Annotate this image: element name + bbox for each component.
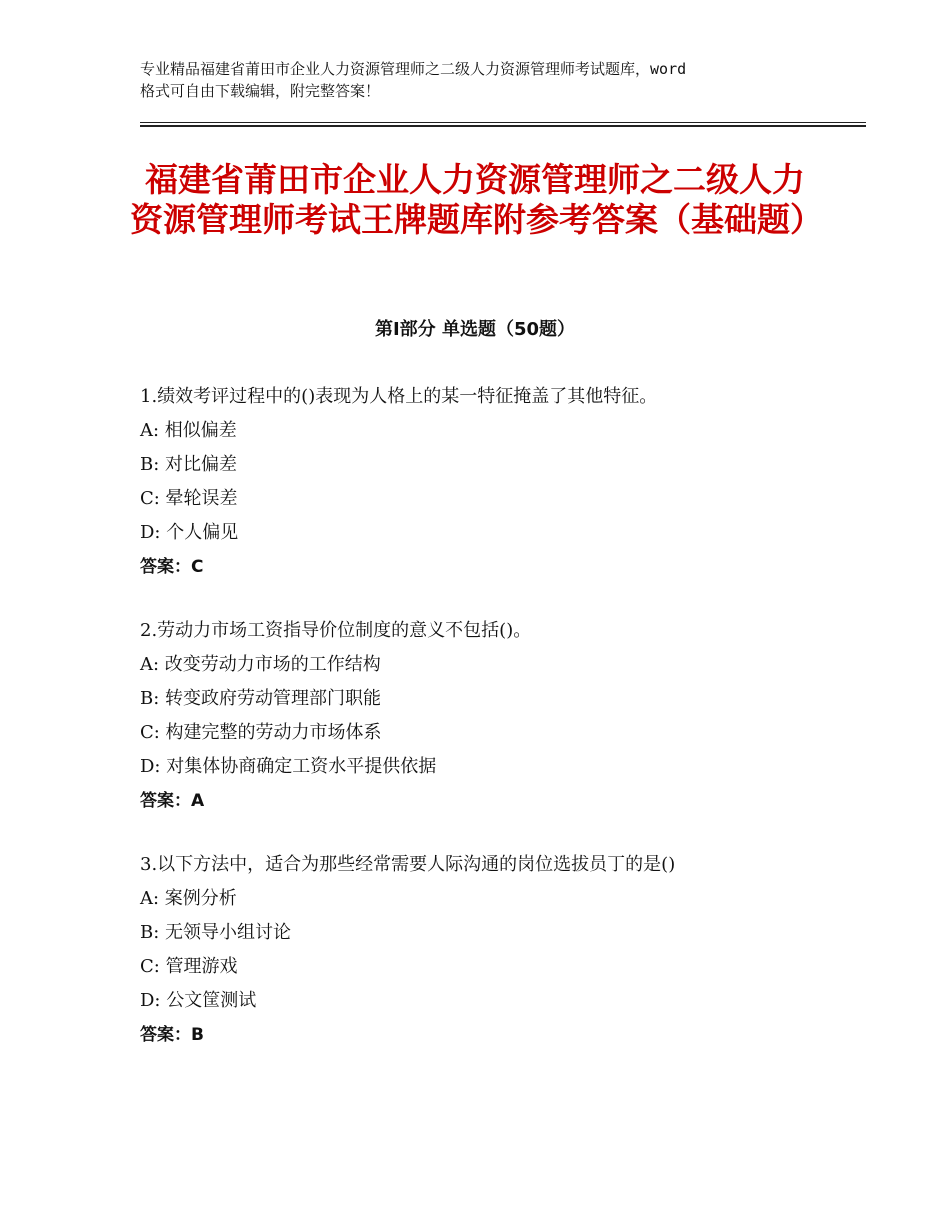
document-title: 福建省莆田市企业人力资源管理师之二级人力资源管理师考试王牌题库附参考答案（基础题） (130, 160, 823, 239)
question-stem: 3.以下方法中，适合为那些经常需要人际沟通的岗位选拔员丁的是() (140, 854, 676, 875)
question-3 (140, 848, 840, 1052)
header-line-2: 格式可自由下载编辑，附完整答案！ (140, 82, 381, 100)
option-b: B: 无领导小组讨论 (140, 922, 292, 943)
question-1 (140, 380, 840, 584)
question-stem: 1.绩效考评过程中的()表现为人格上的某一特征掩盖了其他特征。 (140, 386, 658, 407)
option-d: D: 对集体协商确定工资水平提供依据 (140, 756, 437, 777)
answer: 答案：C (140, 557, 204, 577)
answer: 答案：B (140, 1025, 204, 1045)
header-line-1: 专业精品福建省莆田市企业人力资源管理师之二级人力资源管理师考试题库，word (140, 60, 687, 78)
question-stem: 2.劳动力市场工资指导价位制度的意义不包括()。 (140, 620, 532, 641)
option-c: C: 晕轮误差 (140, 488, 238, 509)
section-title: 第Ⅰ部分 单选题（50题） (374, 319, 575, 340)
option-c: C: 管理游戏 (140, 956, 238, 977)
header-rule-thick (140, 125, 866, 127)
answer: 答案：A (140, 791, 205, 811)
option-a: A: 相似偏差 (140, 420, 237, 441)
question-2 (140, 614, 840, 818)
option-d: D: 公文筐测试 (140, 990, 257, 1011)
question-list (140, 380, 840, 1082)
option-a: A: 改变劳动力市场的工作结构 (140, 654, 381, 675)
header-rule-thin (140, 122, 866, 123)
option-c: C: 构建完整的劳动力市场体系 (140, 722, 382, 743)
document-header (140, 58, 830, 102)
option-b: B: 对比偏差 (140, 454, 238, 475)
option-a: A: 案例分析 (140, 888, 237, 909)
option-d: D: 个人偏见 (140, 522, 239, 543)
option-b: B: 转变政府劳动管理部门职能 (140, 688, 382, 709)
